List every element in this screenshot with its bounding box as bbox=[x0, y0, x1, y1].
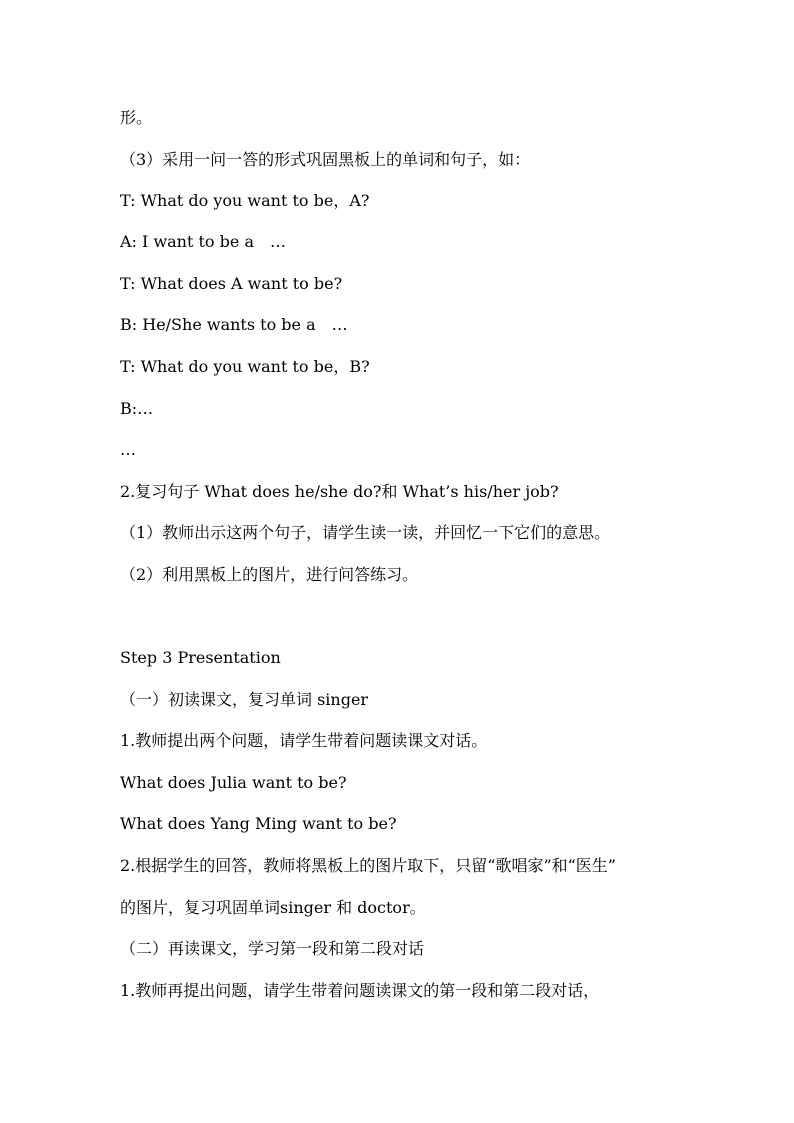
text-line: 1.教师提出两个问题，请学生带着问题读课文对话。 bbox=[120, 731, 488, 750]
section-heading: Step 3 Presentation bbox=[120, 648, 281, 667]
text-line: … bbox=[120, 440, 136, 459]
text-line: （2）利用黑板上的图片，进行问答练习。 bbox=[120, 565, 419, 584]
text-line: （一）初读课文，复习单词 singer bbox=[120, 690, 369, 709]
text-line: B: He/She wants to be a … bbox=[120, 315, 348, 334]
text-line: B:… bbox=[120, 399, 154, 418]
text-line: T: What does A want to be? bbox=[120, 274, 343, 293]
text-line: 的图片，复习巩固单词singer 和 doctor。 bbox=[120, 898, 426, 917]
text-line: T: What do you want to be，B? bbox=[120, 357, 370, 376]
text-line: 2.复习句子 What does he/she do?和 What’s his/her job? bbox=[120, 482, 559, 501]
text-line: （二）再读课文，学习第一段和第二段对话 bbox=[120, 939, 425, 958]
text-line: What does Yang Ming want to be? bbox=[120, 814, 397, 833]
text-line: T: What do you want to be，A? bbox=[120, 191, 370, 210]
text-line: 2.根据学生的回答，教师将黑板上的图片取下，只留“歌唱家”和“医生” bbox=[120, 856, 616, 875]
text-line: A: I want to be a … bbox=[120, 232, 286, 251]
text-line: What does Julia want to be? bbox=[120, 773, 347, 792]
text-line: 形。 bbox=[120, 108, 153, 127]
text-line: （3）采用一问一答的形式巩固黑板上的单词和句子，如： bbox=[120, 150, 531, 169]
text-line: 1.教师再提出问题，请学生带着问题读课文的第一段和第二段对话， bbox=[120, 981, 600, 1000]
text-line: （1）教师出示这两个句子，请学生读一读，并回忆一下它们的意思。 bbox=[120, 523, 611, 542]
